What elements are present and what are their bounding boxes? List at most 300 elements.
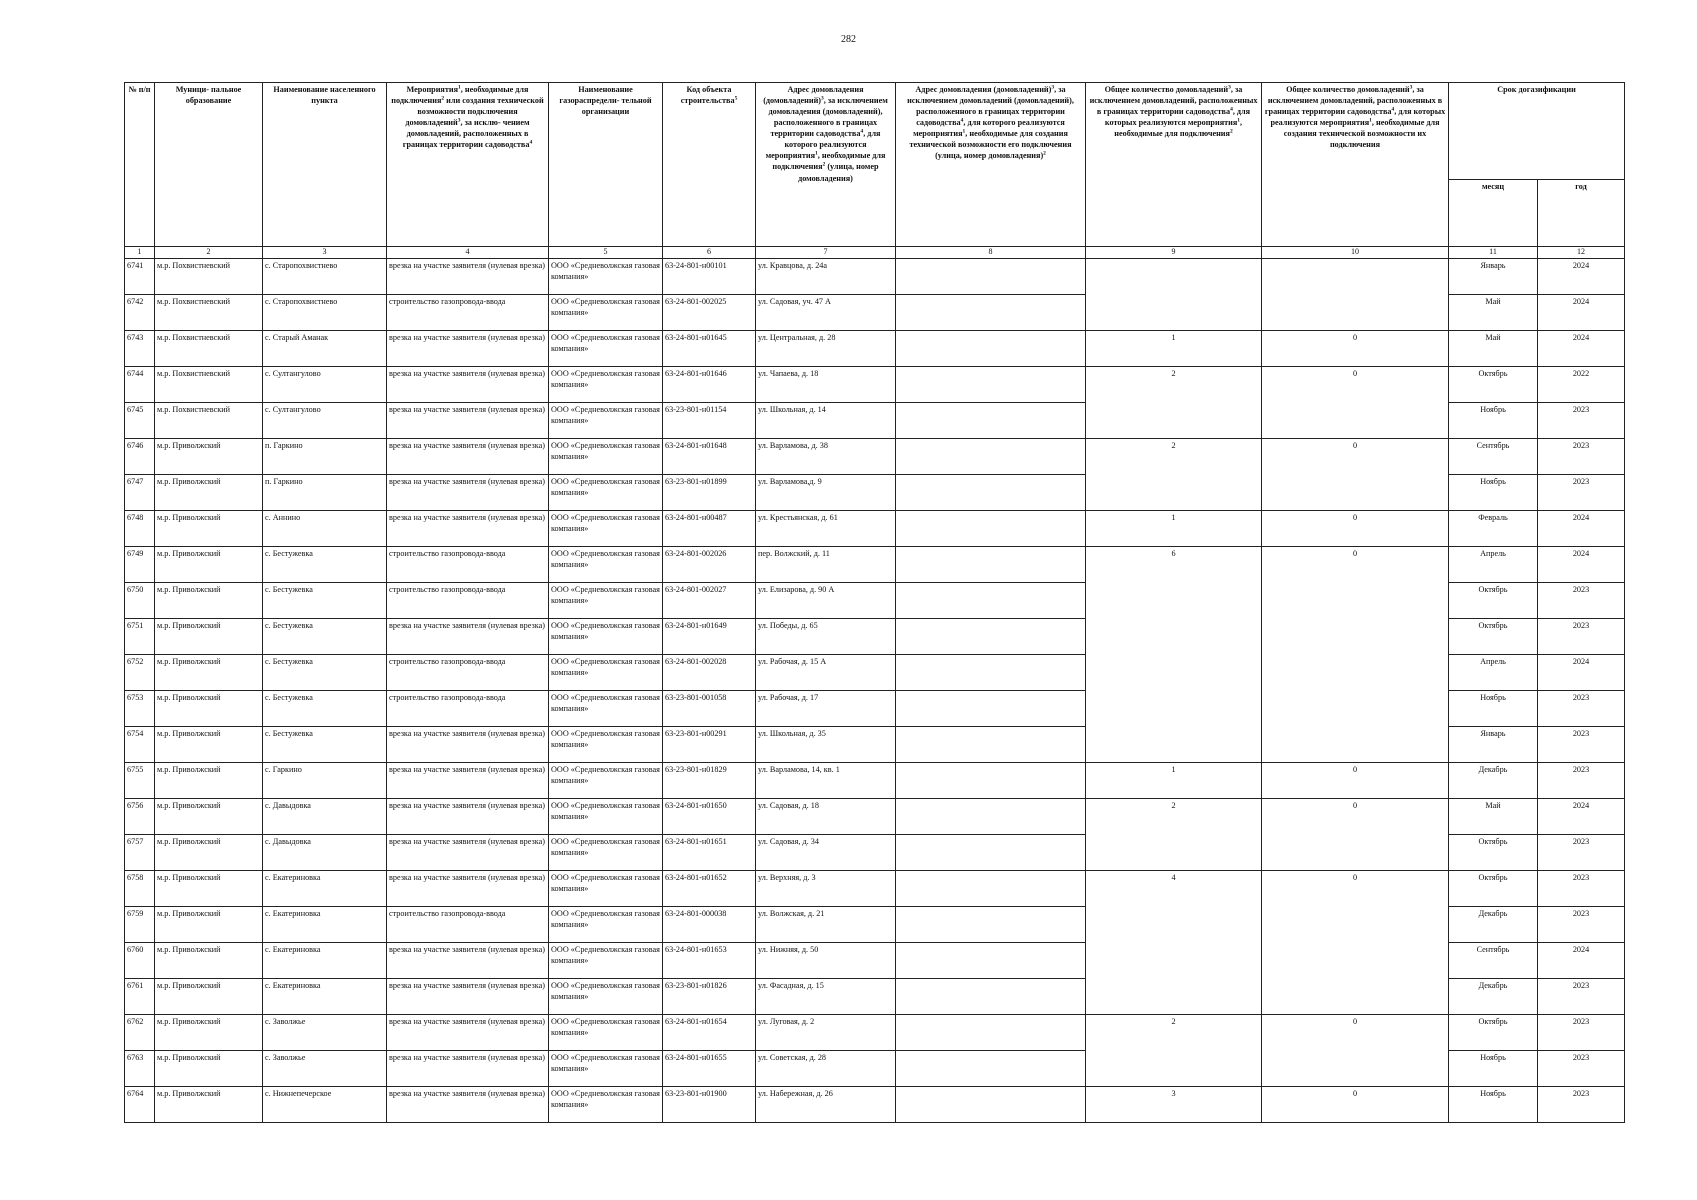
gasification-table <box>124 82 1625 1123</box>
address-technical-cell <box>896 330 1086 366</box>
year-cell: 2024 <box>1538 654 1625 690</box>
year-cell: 2023 <box>1538 762 1625 798</box>
total-technical-cell: 0 <box>1262 330 1449 366</box>
month-cell: Декабрь <box>1449 978 1538 1014</box>
settlement-cell: с. Бестужевка <box>263 654 387 690</box>
address-technical-cell <box>896 258 1086 294</box>
column-number: 10 <box>1262 247 1449 259</box>
total-connection-cell <box>1086 258 1262 294</box>
table-row <box>125 330 1625 366</box>
total-technical-cell <box>1262 654 1449 690</box>
organization-cell: ООО «Средневолжская газовая компания» <box>549 690 663 726</box>
address-cell: ул. Садовая, д. 18 <box>756 798 896 834</box>
month-cell: Ноябрь <box>1449 1050 1538 1086</box>
organization-cell: ООО «Средневолжская газовая компания» <box>549 1086 663 1122</box>
measure-cell: врезка на участке заявителя (нулевая врезка) <box>387 978 549 1014</box>
object-code-cell: 63-24-801-н01648 <box>663 438 756 474</box>
row-number: 6764 <box>125 1086 155 1122</box>
organization-cell: ООО «Средневолжская газовая компания» <box>549 762 663 798</box>
total-connection-cell: 2 <box>1086 438 1262 474</box>
measure-cell: врезка на участке заявителя (нулевая врезка) <box>387 474 549 510</box>
object-code-cell: 63-23-801-н01829 <box>663 762 756 798</box>
total-connection-cell: 4 <box>1086 870 1262 906</box>
table-body <box>125 258 1625 1122</box>
row-number: 6753 <box>125 690 155 726</box>
measure-cell: врезка на участке заявителя (нулевая врезка) <box>387 834 549 870</box>
organization-cell: ООО «Средневолжская газовая компания» <box>549 870 663 906</box>
total-technical-cell <box>1262 258 1449 294</box>
measure-cell: врезка на участке заявителя (нулевая врезка) <box>387 1014 549 1050</box>
object-code-cell: 63-23-801-н00291 <box>663 726 756 762</box>
measure-cell: врезка на участке заявителя (нулевая врезка) <box>387 366 549 402</box>
settlement-cell: с. Старый Аманак <box>263 330 387 366</box>
settlement-cell: с. Екатериновка <box>263 870 387 906</box>
address-cell: ул. Центральная, д. 28 <box>756 330 896 366</box>
total-technical-cell: 0 <box>1262 870 1449 906</box>
measure-cell: строительство газопровода-ввода <box>387 690 549 726</box>
year-cell: 2022 <box>1538 366 1625 402</box>
row-number: 6751 <box>125 618 155 654</box>
table-row <box>125 834 1625 870</box>
organization-cell: ООО «Средневолжская газовая компания» <box>549 618 663 654</box>
address-cell: ул. Рабочая, д. 15 А <box>756 654 896 690</box>
address-technical-cell <box>896 582 1086 618</box>
address-technical-cell <box>896 1050 1086 1086</box>
row-number: 6752 <box>125 654 155 690</box>
month-cell: Апрель <box>1449 654 1538 690</box>
object-code-cell: 63-24-801-н01645 <box>663 330 756 366</box>
month-cell: Ноябрь <box>1449 1086 1538 1122</box>
total-connection-cell <box>1086 1050 1262 1086</box>
total-technical-cell: 0 <box>1262 1086 1449 1122</box>
address-cell: ул. Советская, д. 28 <box>756 1050 896 1086</box>
address-technical-cell <box>896 726 1086 762</box>
address-technical-cell <box>896 906 1086 942</box>
column-number: 7 <box>756 247 896 259</box>
address-cell: ул. Кравцова, д. 24а <box>756 258 896 294</box>
year-cell: 2023 <box>1538 978 1625 1014</box>
municipality-cell: м.р. Приволжский <box>155 582 263 618</box>
municipality-cell: м.р. Похвистневский <box>155 366 263 402</box>
organization-cell: ООО «Средневолжская газовая компания» <box>549 510 663 546</box>
measure-cell: врезка на участке заявителя (нулевая врезка) <box>387 330 549 366</box>
total-connection-cell <box>1086 690 1262 726</box>
month-cell: Октябрь <box>1449 618 1538 654</box>
address-technical-cell <box>896 762 1086 798</box>
address-cell: ул. Садовая, уч. 47 А <box>756 294 896 330</box>
header-municipality: Муници- пальное образование <box>155 83 263 247</box>
object-code-cell: 63-23-801-001058 <box>663 690 756 726</box>
year-cell: 2023 <box>1538 906 1625 942</box>
object-code-cell: 63-23-801-н01826 <box>663 978 756 1014</box>
row-number: 6762 <box>125 1014 155 1050</box>
municipality-cell: м.р. Приволжский <box>155 834 263 870</box>
year-cell: 2023 <box>1538 474 1625 510</box>
address-technical-cell <box>896 294 1086 330</box>
municipality-cell: м.р. Приволжский <box>155 654 263 690</box>
municipality-cell: м.р. Приволжский <box>155 546 263 582</box>
month-cell: Ноябрь <box>1449 690 1538 726</box>
header-organization: Наименование газораспредели- тельной организации <box>549 83 663 247</box>
municipality-cell: м.р. Приволжский <box>155 474 263 510</box>
municipality-cell: м.р. Приволжский <box>155 726 263 762</box>
total-technical-cell: 0 <box>1262 546 1449 582</box>
measure-cell: врезка на участке заявителя (нулевая врезка) <box>387 1050 549 1086</box>
settlement-cell: с. Давыдовка <box>263 834 387 870</box>
month-cell: Январь <box>1449 258 1538 294</box>
total-connection-cell: 1 <box>1086 330 1262 366</box>
object-code-cell: 63-24-801-н00487 <box>663 510 756 546</box>
month-cell: Октябрь <box>1449 834 1538 870</box>
settlement-cell: п. Гаркино <box>263 474 387 510</box>
total-connection-cell: 2 <box>1086 1014 1262 1050</box>
row-number: 6748 <box>125 510 155 546</box>
municipality-cell: м.р. Похвистневский <box>155 294 263 330</box>
municipality-cell: м.р. Приволжский <box>155 942 263 978</box>
address-technical-cell <box>896 1014 1086 1050</box>
object-code-cell: 63-24-801-н00101 <box>663 258 756 294</box>
month-cell: Октябрь <box>1449 366 1538 402</box>
table-row <box>125 942 1625 978</box>
address-cell: ул. Елизарова, д. 90 А <box>756 582 896 618</box>
row-number: 6757 <box>125 834 155 870</box>
month-cell: Сентябрь <box>1449 438 1538 474</box>
column-number-row <box>125 247 1625 259</box>
table-row <box>125 258 1625 294</box>
address-cell: ул. Варламова, д. 38 <box>756 438 896 474</box>
total-technical-cell <box>1262 582 1449 618</box>
address-cell: ул. Набережная, д. 26 <box>756 1086 896 1122</box>
row-number: 6746 <box>125 438 155 474</box>
settlement-cell: с. Старопохвистнево <box>263 294 387 330</box>
object-code-cell: 63-23-801-н01900 <box>663 1086 756 1122</box>
municipality-cell: м.р. Приволжский <box>155 618 263 654</box>
page-number: 282 <box>841 34 856 45</box>
object-code-cell: 63-23-801-н01899 <box>663 474 756 510</box>
table-row <box>125 582 1625 618</box>
address-cell: ул. Чапаева, д. 18 <box>756 366 896 402</box>
year-cell: 2024 <box>1538 942 1625 978</box>
settlement-cell: с. Бестужевка <box>263 690 387 726</box>
total-technical-cell <box>1262 618 1449 654</box>
address-cell: ул. Волжская, д. 21 <box>756 906 896 942</box>
measure-cell: врезка на участке заявителя (нулевая врезка) <box>387 762 549 798</box>
measure-cell: строительство газопровода-ввода <box>387 546 549 582</box>
organization-cell: ООО «Средневолжская газовая компания» <box>549 258 663 294</box>
settlement-cell: с. Старопохвистнево <box>263 258 387 294</box>
total-technical-cell: 0 <box>1262 1014 1449 1050</box>
municipality-cell: м.р. Приволжский <box>155 1014 263 1050</box>
row-number: 6747 <box>125 474 155 510</box>
object-code-cell: 63-24-801-002028 <box>663 654 756 690</box>
municipality-cell: м.р. Похвистневский <box>155 258 263 294</box>
header-object-code: Код объекта строительства$^5$ <box>663 83 756 247</box>
table-row <box>125 366 1625 402</box>
total-technical-cell <box>1262 942 1449 978</box>
organization-cell: ООО «Средневолжская газовая компания» <box>549 402 663 438</box>
table-row <box>125 1050 1625 1086</box>
column-number: 12 <box>1538 247 1625 259</box>
total-technical-cell <box>1262 726 1449 762</box>
municipality-cell: м.р. Приволжский <box>155 978 263 1014</box>
organization-cell: ООО «Средневолжская газовая компания» <box>549 978 663 1014</box>
municipality-cell: м.р. Приволжский <box>155 1086 263 1122</box>
table-header <box>125 83 1625 259</box>
organization-cell: ООО «Средневолжская газовая компания» <box>549 366 663 402</box>
year-cell: 2023 <box>1538 726 1625 762</box>
organization-cell: ООО «Средневолжская газовая компания» <box>549 582 663 618</box>
total-connection-cell <box>1086 654 1262 690</box>
header-address-technical: Адрес домовладения (домовладений)$^3$, за исключением домовладений (домовладений), расположенного в границах территории садоводства$^4$, для которого реализуются мероприятия$^1$, необходимые для создания технической возможности его подключения (улица, номер домовладения)$^2$ <box>896 83 1086 247</box>
table-row <box>125 654 1625 690</box>
municipality-cell: м.р. Похвистневский <box>155 402 263 438</box>
total-connection-cell: 1 <box>1086 762 1262 798</box>
row-number: 6763 <box>125 1050 155 1086</box>
year-cell: 2023 <box>1538 582 1625 618</box>
settlement-cell: с. Екатериновка <box>263 942 387 978</box>
organization-cell: ООО «Средневолжская газовая компания» <box>549 1014 663 1050</box>
total-technical-cell: 0 <box>1262 366 1449 402</box>
month-cell: Январь <box>1449 726 1538 762</box>
object-code-cell: 63-24-801-н01649 <box>663 618 756 654</box>
row-number: 6761 <box>125 978 155 1014</box>
total-technical-cell <box>1262 690 1449 726</box>
measure-cell: строительство газопровода-ввода <box>387 582 549 618</box>
total-connection-cell <box>1086 834 1262 870</box>
address-technical-cell <box>896 798 1086 834</box>
month-cell: Февраль <box>1449 510 1538 546</box>
settlement-cell: с. Гаркино <box>263 762 387 798</box>
address-cell: ул. Рабочая, д. 17 <box>756 690 896 726</box>
address-cell: пер. Волжский, д. 11 <box>756 546 896 582</box>
year-cell: 2024 <box>1538 546 1625 582</box>
row-number: 6759 <box>125 906 155 942</box>
address-technical-cell <box>896 1086 1086 1122</box>
settlement-cell: с. Султангулово <box>263 402 387 438</box>
organization-cell: ООО «Средневолжская газовая компания» <box>549 834 663 870</box>
table-row <box>125 690 1625 726</box>
month-cell: Ноябрь <box>1449 474 1538 510</box>
year-cell: 2024 <box>1538 798 1625 834</box>
address-technical-cell <box>896 834 1086 870</box>
header-settlement: Наименование населенного пункта <box>263 83 387 247</box>
row-number: 6749 <box>125 546 155 582</box>
month-cell: Декабрь <box>1449 762 1538 798</box>
table-row <box>125 906 1625 942</box>
measure-cell: строительство газопровода-ввода <box>387 294 549 330</box>
row-number: 6760 <box>125 942 155 978</box>
year-cell: 2023 <box>1538 870 1625 906</box>
month-cell: Ноябрь <box>1449 402 1538 438</box>
settlement-cell: с. Бестужевка <box>263 618 387 654</box>
settlement-cell: п. Гаркино <box>263 438 387 474</box>
header-total-connection: Общее количество домовладений$^3$, за исключением домовладений, расположенных в границах территории садоводства$^4$, для которых реализуются мероприятия$^1$, необходимые для подключения$^2$ <box>1086 83 1262 247</box>
address-technical-cell <box>896 402 1086 438</box>
object-code-cell: 63-24-801-н01654 <box>663 1014 756 1050</box>
measure-cell: врезка на участке заявителя (нулевая врезка) <box>387 726 549 762</box>
year-cell: 2023 <box>1538 1014 1625 1050</box>
column-number: 4 <box>387 247 549 259</box>
total-connection-cell: 2 <box>1086 366 1262 402</box>
settlement-cell: с. Бестужевка <box>263 546 387 582</box>
address-technical-cell <box>896 546 1086 582</box>
total-connection-cell <box>1086 906 1262 942</box>
total-technical-cell <box>1262 294 1449 330</box>
settlement-cell: с. Заволжье <box>263 1050 387 1086</box>
month-cell: Май <box>1449 294 1538 330</box>
table-row <box>125 474 1625 510</box>
year-cell: 2023 <box>1538 834 1625 870</box>
year-cell: 2024 <box>1538 330 1625 366</box>
settlement-cell: с. Нижнепечерское <box>263 1086 387 1122</box>
total-connection-cell <box>1086 402 1262 438</box>
measure-cell: строительство газопровода-ввода <box>387 654 549 690</box>
settlement-cell: с. Султангулово <box>263 366 387 402</box>
municipality-cell: м.р. Приволжский <box>155 870 263 906</box>
measure-cell: строительство газопровода-ввода <box>387 906 549 942</box>
object-code-cell: 63-24-801-000038 <box>663 906 756 942</box>
settlement-cell: с. Екатериновка <box>263 906 387 942</box>
row-number: 6758 <box>125 870 155 906</box>
month-cell: Апрель <box>1449 546 1538 582</box>
year-cell: 2023 <box>1538 618 1625 654</box>
column-number: 3 <box>263 247 387 259</box>
settlement-cell: с. Бестужевка <box>263 582 387 618</box>
total-connection-cell: 2 <box>1086 798 1262 834</box>
address-cell: ул. Нижняя, д. 50 <box>756 942 896 978</box>
object-code-cell: 63-24-801-н01652 <box>663 870 756 906</box>
measure-cell: врезка на участке заявителя (нулевая врезка) <box>387 798 549 834</box>
address-cell: ул. Победы, д. 65 <box>756 618 896 654</box>
header-no: № п/п <box>125 83 155 247</box>
address-cell: ул. Садовая, д. 34 <box>756 834 896 870</box>
address-technical-cell <box>896 366 1086 402</box>
measure-cell: врезка на участке заявителя (нулевая врезка) <box>387 438 549 474</box>
settlement-cell: с. Аннино <box>263 510 387 546</box>
month-cell: Октябрь <box>1449 870 1538 906</box>
organization-cell: ООО «Средневолжская газовая компания» <box>549 1050 663 1086</box>
row-number: 6741 <box>125 258 155 294</box>
total-connection-cell: 1 <box>1086 510 1262 546</box>
header-total-technical: Общее количество домовладений$^3$, за исключением домовладений, расположенных в границах территории садоводства$^4$, для которых реализуются мероприятия$^1$, необходимые для создания технической возможности их подключения <box>1262 83 1449 247</box>
organization-cell: ООО «Средневолжская газовая компания» <box>549 942 663 978</box>
total-technical-cell <box>1262 1050 1449 1086</box>
municipality-cell: м.р. Приволжский <box>155 798 263 834</box>
header-measures: Мероприятия$^1$, необходимые для подключения$^2$ или создания технической возможности подключения домовладений$^3$, за исклю- чением домовладений, расположенных в границах территории садоводства$^4$ <box>387 83 549 247</box>
address-technical-cell <box>896 942 1086 978</box>
table-row <box>125 978 1625 1014</box>
measure-cell: врезка на участке заявителя (нулевая врезка) <box>387 402 549 438</box>
object-code-cell: 63-24-801-002027 <box>663 582 756 618</box>
total-connection-cell: 6 <box>1086 546 1262 582</box>
year-cell: 2023 <box>1538 438 1625 474</box>
measure-cell: врезка на участке заявителя (нулевая врезка) <box>387 942 549 978</box>
month-cell: Декабрь <box>1449 906 1538 942</box>
row-number: 6756 <box>125 798 155 834</box>
total-connection-cell <box>1086 474 1262 510</box>
settlement-cell: с. Екатериновка <box>263 978 387 1014</box>
municipality-cell: м.р. Похвистневский <box>155 330 263 366</box>
organization-cell: ООО «Средневолжская газовая компания» <box>549 798 663 834</box>
column-number: 11 <box>1449 247 1538 259</box>
year-cell: 2023 <box>1538 1050 1625 1086</box>
header-term: Срок догазификации <box>1449 83 1625 180</box>
total-technical-cell <box>1262 906 1449 942</box>
object-code-cell: 63-24-801-н01655 <box>663 1050 756 1086</box>
year-cell: 2024 <box>1538 258 1625 294</box>
total-technical-cell: 0 <box>1262 510 1449 546</box>
table-row <box>125 870 1625 906</box>
month-cell: Май <box>1449 798 1538 834</box>
column-number: 6 <box>663 247 756 259</box>
organization-cell: ООО «Средневолжская газовая компания» <box>549 726 663 762</box>
total-connection-cell <box>1086 618 1262 654</box>
organization-cell: ООО «Средневолжская газовая компания» <box>549 474 663 510</box>
total-connection-cell <box>1086 726 1262 762</box>
table-row <box>125 1014 1625 1050</box>
settlement-cell: с. Заволжье <box>263 1014 387 1050</box>
municipality-cell: м.р. Приволжский <box>155 438 263 474</box>
municipality-cell: м.р. Приволжский <box>155 510 263 546</box>
column-number: 8 <box>896 247 1086 259</box>
address-cell: ул. Школьная, д. 35 <box>756 726 896 762</box>
header-month: месяц <box>1449 180 1538 247</box>
total-technical-cell <box>1262 834 1449 870</box>
municipality-cell: м.р. Приволжский <box>155 690 263 726</box>
measure-cell: врезка на участке заявителя (нулевая врезка) <box>387 1086 549 1122</box>
municipality-cell: м.р. Приволжский <box>155 906 263 942</box>
total-connection-cell <box>1086 942 1262 978</box>
address-cell: ул. Верхняя, д. 3 <box>756 870 896 906</box>
table-row <box>125 762 1625 798</box>
total-technical-cell <box>1262 474 1449 510</box>
organization-cell: ООО «Средневолжская газовая компания» <box>549 294 663 330</box>
total-technical-cell: 0 <box>1262 438 1449 474</box>
address-technical-cell <box>896 510 1086 546</box>
total-connection-cell <box>1086 978 1262 1014</box>
table-row <box>125 726 1625 762</box>
municipality-cell: м.р. Приволжский <box>155 762 263 798</box>
settlement-cell: с. Давыдовка <box>263 798 387 834</box>
object-code-cell: 63-24-801-н01651 <box>663 834 756 870</box>
address-technical-cell <box>896 474 1086 510</box>
column-number: 9 <box>1086 247 1262 259</box>
address-cell: ул. Варламова,д. 9 <box>756 474 896 510</box>
total-technical-cell: 0 <box>1262 762 1449 798</box>
address-cell: ул. Школьная, д. 14 <box>756 402 896 438</box>
organization-cell: ООО «Средневолжская газовая компания» <box>549 546 663 582</box>
month-cell: Май <box>1449 330 1538 366</box>
address-technical-cell <box>896 978 1086 1014</box>
year-cell: 2024 <box>1538 510 1625 546</box>
total-technical-cell: 0 <box>1262 798 1449 834</box>
address-technical-cell <box>896 690 1086 726</box>
organization-cell: ООО «Средневолжская газовая компания» <box>549 330 663 366</box>
measure-cell: врезка на участке заявителя (нулевая врезка) <box>387 870 549 906</box>
total-technical-cell <box>1262 978 1449 1014</box>
address-cell: ул. Луговая, д. 2 <box>756 1014 896 1050</box>
row-number: 6742 <box>125 294 155 330</box>
object-code-cell: 63-24-801-002026 <box>663 546 756 582</box>
month-cell: Сентябрь <box>1449 942 1538 978</box>
municipality-cell: м.р. Приволжский <box>155 1050 263 1086</box>
table-row <box>125 618 1625 654</box>
table-row <box>125 1086 1625 1122</box>
total-connection-cell: 3 <box>1086 1086 1262 1122</box>
table-row <box>125 798 1625 834</box>
measure-cell: врезка на участке заявителя (нулевая врезка) <box>387 510 549 546</box>
table-row <box>125 294 1625 330</box>
